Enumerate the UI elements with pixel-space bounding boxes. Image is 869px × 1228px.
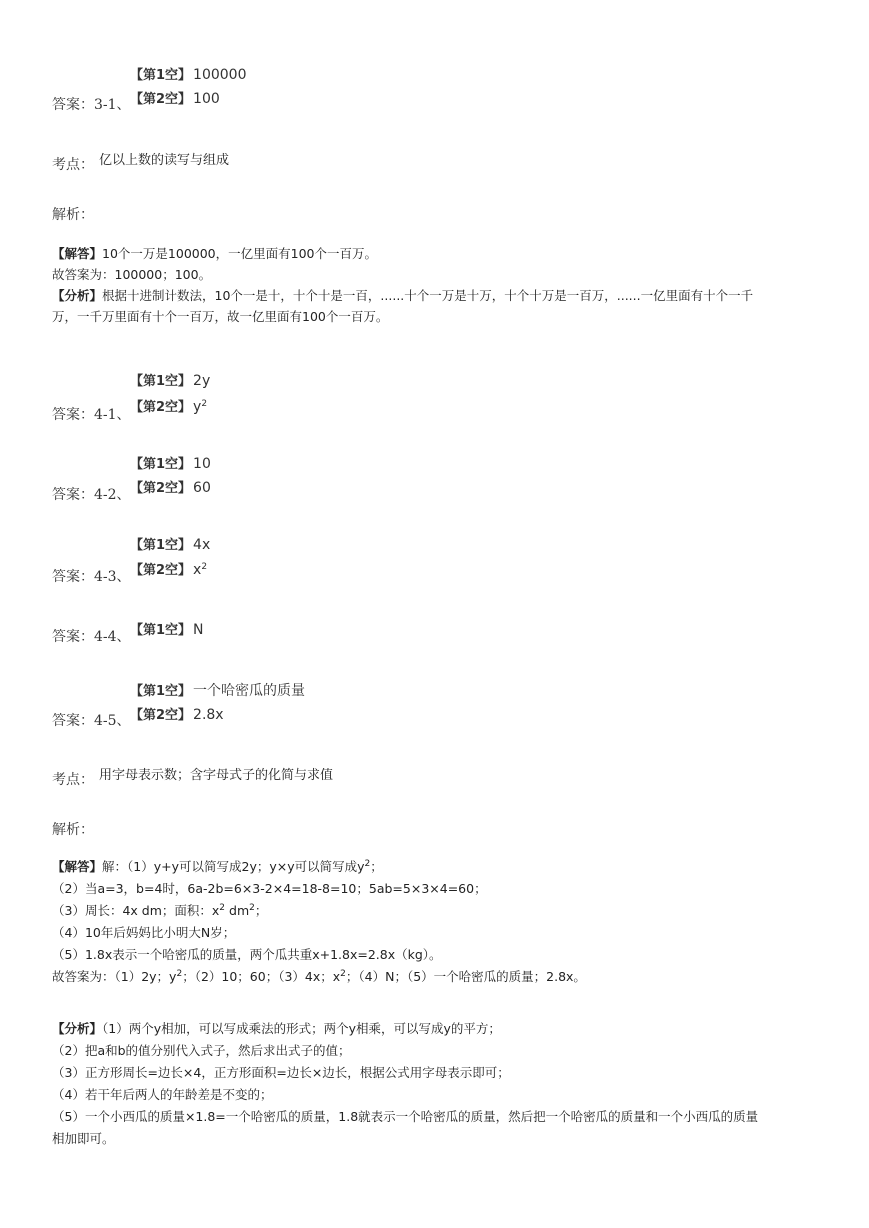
blank-tag: 【第2空】 bbox=[130, 481, 192, 496]
kaodian-text-4: 用字母表示数；含字母式子的化简与求值 bbox=[99, 768, 334, 783]
answer-label-4-1: 答案：4-1、 bbox=[52, 407, 131, 423]
blank-tag: 【第2空】 bbox=[130, 708, 192, 723]
blank-tag: 【第2空】 bbox=[130, 563, 192, 578]
blank-tag: 【第1空】 bbox=[130, 68, 192, 83]
q4-2-blank-1 bbox=[130, 453, 211, 472]
kaodian-label-3: 考点： bbox=[52, 157, 94, 173]
answer-label-4-5: 答案：4-5、 bbox=[52, 713, 131, 729]
blank-tag: 【第1空】 bbox=[130, 457, 192, 472]
q3-1-blank-2 bbox=[130, 88, 220, 107]
blank-tag: 【第2空】 bbox=[130, 400, 192, 415]
blank-tag: 【第1空】 bbox=[130, 623, 192, 638]
blank-tag: 【第1空】 bbox=[130, 684, 192, 699]
fenxi-line: 【分析】根据十进制计数法，10个一是十，十个十是一百，......十个一万是十万，十个十万是一百万，......一亿里面有十个一千 bbox=[52, 288, 754, 303]
superscript: 2 bbox=[201, 562, 208, 572]
fenxi-line: （2）把a和b的值分别代入式子，然后求出式子的值； bbox=[52, 1043, 351, 1058]
fenxi-line: （5）一个小西瓜的质量×1.8=一个哈密瓜的质量，1.8就表示一个哈密瓜的质量，然后把一个哈密瓜的质量和一个小西瓜的质量 bbox=[52, 1109, 759, 1124]
q4-3-blank-2 bbox=[130, 559, 207, 578]
blank-value: 2y bbox=[193, 373, 211, 389]
answer-label-3-1: 答案：3-1、 bbox=[52, 97, 131, 113]
jieda-line: （2）当a=3，b=4时，6a-2b=6×3-2×4=18-8=10；5ab=5×3×4=60； bbox=[52, 881, 487, 896]
blank-value: 60 bbox=[193, 480, 211, 496]
jieda-tag: 【解答】 bbox=[52, 246, 103, 261]
jieda-line: 【解答】10个一万是100000，一亿里面有100个一百万。 bbox=[52, 246, 377, 261]
kaodian-text-3: 亿以上数的读写与组成 bbox=[99, 153, 230, 168]
blank-value: y bbox=[193, 399, 202, 415]
blank-tag: 【第1空】 bbox=[130, 538, 192, 553]
blank-value: 100000 bbox=[193, 67, 247, 83]
fenxi-tag: 【分析】 bbox=[52, 1021, 103, 1036]
jieda-line: （4）10年后妈妈比小明大N岁； bbox=[52, 925, 236, 940]
q4-fenxi bbox=[52, 1018, 758, 1150]
q3-1-blank-1 bbox=[130, 64, 247, 83]
blank-value: 2.8x bbox=[193, 707, 224, 723]
blank-value: 10 bbox=[193, 456, 211, 472]
fenxi-line: 相加即可。 bbox=[52, 1131, 115, 1146]
fenxi-line: （3）正方形周长=边长×4，正方形面积=边长×边长，根据公式用字母表示即可； bbox=[52, 1065, 510, 1080]
jiexi-label-3: 解析： bbox=[52, 207, 94, 223]
blank-value: 4x bbox=[193, 537, 211, 553]
q3-explanation bbox=[52, 243, 753, 327]
blank-tag: 【第2空】 bbox=[130, 92, 192, 107]
q4-4-blank-1 bbox=[130, 619, 204, 638]
blank-value: 一个哈密瓜的质量 bbox=[193, 683, 306, 699]
final-answer: 故答案为：（1）2y；$y^2$；（2）10；60；（3）4x；$x^2$；（4）N；（5）一个哈密瓜的质量；2.8x。 bbox=[52, 969, 586, 984]
jieda-tag: 【解答】 bbox=[52, 859, 103, 874]
blank-value: x bbox=[193, 562, 202, 578]
q4-5-blank-2 bbox=[130, 704, 224, 723]
superscript: 2 bbox=[201, 399, 208, 409]
fenxi-tag: 【分析】 bbox=[52, 288, 103, 303]
fenxi-line: 万，一千万里面有十个一百万，故一亿里面有100个一百万。 bbox=[52, 309, 389, 324]
blank-value: 100 bbox=[193, 91, 220, 107]
q4-1-blank-1 bbox=[130, 370, 210, 389]
jieda-line: 【解答】解：（1）y+y可以简写成2y；y×y可以简写成$y^2$； bbox=[52, 859, 383, 874]
jieda-line: （5）1.8x表示一个哈密瓜的质量，两个瓜共重x+1.8x=2.8x（kg）。 bbox=[52, 947, 442, 962]
answer-label-4-2: 答案：4-2、 bbox=[52, 487, 131, 503]
q4-jieda bbox=[52, 856, 586, 988]
q4-3-blank-1 bbox=[130, 534, 210, 553]
q4-1-blank-2 bbox=[130, 396, 207, 415]
answer-label-4-4: 答案：4-4、 bbox=[52, 629, 131, 645]
kaodian-label-4: 考点： bbox=[52, 772, 94, 788]
jiexi-label-4: 解析： bbox=[52, 822, 94, 838]
q4-5-blank-1 bbox=[130, 680, 305, 700]
answer-label-4-3: 答案：4-3、 bbox=[52, 569, 131, 585]
final-answer: 故答案为：100000；100。 bbox=[52, 267, 212, 282]
jieda-line: （3）周长：4x dm；面积：$x^2$ $dm^2$； bbox=[52, 903, 268, 918]
blank-value: N bbox=[193, 622, 204, 638]
fenxi-line: （4）若干年后两人的年龄差是不变的； bbox=[52, 1087, 273, 1102]
fenxi-line: 【分析】（1）两个y相加，可以写成乘法的形式；两个y相乘，可以写成y的平方； bbox=[52, 1021, 501, 1036]
blank-tag: 【第1空】 bbox=[130, 374, 192, 389]
q4-2-blank-2 bbox=[130, 477, 211, 496]
